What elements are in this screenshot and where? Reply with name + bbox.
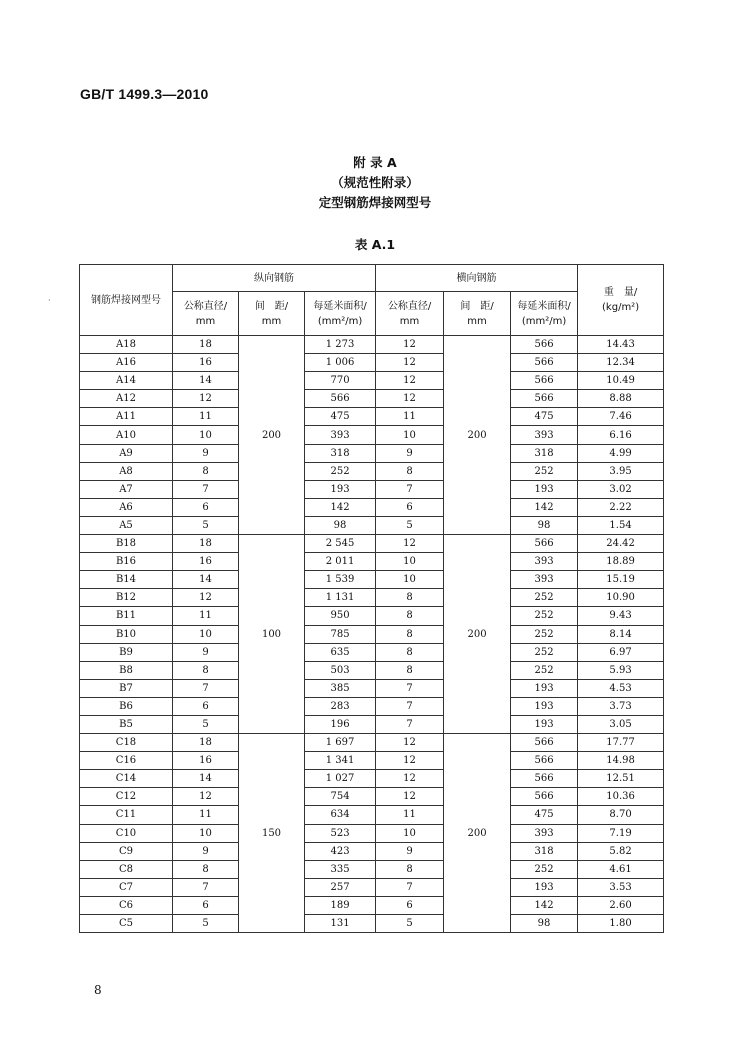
cell-long-area: 283	[305, 697, 376, 715]
cell-model: C10	[80, 824, 173, 842]
table-row	[80, 426, 664, 444]
cell-trans-diameter: 11	[376, 408, 444, 426]
table-row	[80, 553, 664, 571]
cell-weight: 4.99	[578, 444, 664, 462]
table-row	[80, 860, 664, 878]
header-long-diameter-label: 公称直径/	[183, 300, 228, 312]
cell-long-area: 252	[305, 462, 376, 480]
cell-trans-diameter: 5	[376, 915, 444, 933]
cell-weight: 12.34	[578, 354, 664, 372]
page-number: 8	[94, 983, 102, 997]
cell-model: A6	[80, 498, 173, 516]
cell-long-area: 634	[305, 806, 376, 824]
cell-long-diameter: 5	[173, 516, 239, 534]
cell-long-diameter: 10	[173, 426, 239, 444]
header-weight	[578, 265, 664, 336]
header-weight-label: 重 量/	[603, 287, 638, 298]
cell-model: B6	[80, 697, 173, 715]
cell-model: C9	[80, 842, 173, 860]
cell-long-area: 257	[305, 878, 376, 896]
cell-model: A7	[80, 480, 173, 498]
table-row	[80, 824, 664, 842]
cell-long-area: 635	[305, 643, 376, 661]
cell-trans-diameter: 8	[376, 625, 444, 643]
table-row	[80, 607, 664, 625]
cell-weight: 6.97	[578, 643, 664, 661]
cell-model: C6	[80, 896, 173, 914]
cell-trans-spacing: 200	[444, 336, 511, 535]
cell-trans-diameter: 5	[376, 516, 444, 534]
cell-long-area: 503	[305, 661, 376, 679]
header-long-spacing-label: 间 距/	[254, 300, 289, 312]
table-row	[80, 878, 664, 896]
cell-trans-area: 193	[511, 697, 578, 715]
cell-trans-area: 142	[511, 498, 578, 516]
cell-weight: 1.80	[578, 915, 664, 933]
cell-long-diameter: 7	[173, 679, 239, 697]
cell-trans-diameter: 12	[376, 734, 444, 752]
cell-model: A9	[80, 444, 173, 462]
cell-long-diameter: 8	[173, 661, 239, 679]
cell-trans-diameter: 9	[376, 842, 444, 860]
header-long-spacing-unit: mm	[261, 315, 282, 327]
cell-weight: 5.93	[578, 661, 664, 679]
cell-trans-area: 193	[511, 878, 578, 896]
cell-long-diameter: 11	[173, 806, 239, 824]
cell-trans-area: 393	[511, 426, 578, 444]
cell-long-diameter: 14	[173, 372, 239, 390]
cell-weight: 10.49	[578, 372, 664, 390]
cell-long-diameter: 11	[173, 408, 239, 426]
cell-trans-area: 252	[511, 860, 578, 878]
cell-long-area: 1 027	[305, 770, 376, 788]
cell-model: C5	[80, 915, 173, 933]
cell-trans-diameter: 7	[376, 697, 444, 715]
cell-long-area: 1 131	[305, 589, 376, 607]
cell-long-area: 1 539	[305, 571, 376, 589]
cell-weight: 5.82	[578, 842, 664, 860]
cell-model: B12	[80, 589, 173, 607]
table-row	[80, 408, 664, 426]
cell-model: C11	[80, 806, 173, 824]
header-trans-spacing-label: 间 距/	[460, 300, 494, 312]
table-row	[80, 661, 664, 679]
cell-model: B16	[80, 553, 173, 571]
cell-long-spacing: 200	[239, 336, 305, 535]
cell-trans-diameter: 10	[376, 426, 444, 444]
cell-long-area: 189	[305, 896, 376, 914]
cell-trans-diameter: 8	[376, 661, 444, 679]
cell-trans-diameter: 8	[376, 589, 444, 607]
cell-long-diameter: 12	[173, 589, 239, 607]
cell-trans-diameter: 12	[376, 372, 444, 390]
table-row	[80, 336, 664, 354]
cell-weight: 3.02	[578, 480, 664, 498]
cell-weight: 4.61	[578, 860, 664, 878]
header-long-diameter	[173, 292, 239, 336]
cell-trans-diameter: 12	[376, 770, 444, 788]
cell-weight: 14.98	[578, 752, 664, 770]
table-row	[80, 770, 664, 788]
cell-model: B8	[80, 661, 173, 679]
cell-long-area: 142	[305, 498, 376, 516]
header-weight-unit: (kg/m²)	[602, 302, 640, 313]
cell-trans-diameter: 7	[376, 878, 444, 896]
cell-model: A12	[80, 390, 173, 408]
cell-weight: 10.36	[578, 788, 664, 806]
cell-long-area: 1 697	[305, 734, 376, 752]
cell-weight: 17.77	[578, 734, 664, 752]
header-trans-area-unit: (mm²/m)	[521, 315, 567, 327]
cell-trans-diameter: 8	[376, 860, 444, 878]
cell-trans-area: 566	[511, 354, 578, 372]
cell-trans-diameter: 10	[376, 824, 444, 842]
header-transverse: 横向钢筋	[376, 265, 578, 292]
cell-long-diameter: 9	[173, 643, 239, 661]
cell-long-diameter: 8	[173, 462, 239, 480]
cell-long-area: 770	[305, 372, 376, 390]
table-row	[80, 571, 664, 589]
scan-speck: ·	[48, 296, 51, 305]
cell-weight: 3.05	[578, 715, 664, 733]
header-trans-spacing	[444, 292, 511, 336]
cell-long-area: 2 011	[305, 553, 376, 571]
cell-trans-area: 142	[511, 896, 578, 914]
cell-long-area: 785	[305, 625, 376, 643]
cell-long-area: 2 545	[305, 535, 376, 553]
table-row	[80, 752, 664, 770]
cell-long-diameter: 12	[173, 390, 239, 408]
cell-trans-diameter: 12	[376, 535, 444, 553]
cell-long-diameter: 11	[173, 607, 239, 625]
cell-weight: 1.54	[578, 516, 664, 534]
header-trans-diameter-label: 公称直径/	[387, 300, 432, 312]
cell-weight: 10.90	[578, 589, 664, 607]
header-long-area-unit: (mm²/m)	[317, 315, 363, 327]
cell-weight: 12.51	[578, 770, 664, 788]
cell-long-spacing: 100	[239, 535, 305, 734]
cell-model: B18	[80, 535, 173, 553]
cell-long-area: 523	[305, 824, 376, 842]
cell-long-diameter: 14	[173, 571, 239, 589]
cell-model: B10	[80, 625, 173, 643]
cell-trans-area: 193	[511, 715, 578, 733]
table-row	[80, 354, 664, 372]
table-row	[80, 372, 664, 390]
cell-model: C7	[80, 878, 173, 896]
cell-weight: 15.19	[578, 571, 664, 589]
cell-trans-spacing: 200	[444, 535, 511, 734]
appendix-subtitle: 定型钢筋焊接网型号	[318, 195, 432, 210]
appendix-title: 附 录 A	[353, 155, 397, 170]
cell-model: C18	[80, 734, 173, 752]
table-row	[80, 788, 664, 806]
table-row	[80, 535, 664, 553]
cell-long-diameter: 7	[173, 878, 239, 896]
cell-trans-area: 566	[511, 734, 578, 752]
table-row	[80, 697, 664, 715]
cell-long-diameter: 14	[173, 770, 239, 788]
cell-trans-area: 393	[511, 571, 578, 589]
cell-long-diameter: 9	[173, 444, 239, 462]
cell-long-diameter: 16	[173, 354, 239, 372]
cell-trans-area: 566	[511, 372, 578, 390]
table-row	[80, 462, 664, 480]
table-row	[80, 643, 664, 661]
cell-long-diameter: 7	[173, 480, 239, 498]
cell-long-diameter: 8	[173, 860, 239, 878]
cell-long-diameter: 5	[173, 715, 239, 733]
cell-trans-area: 393	[511, 824, 578, 842]
header-trans-spacing-unit: mm	[467, 315, 487, 327]
cell-trans-spacing: 200	[444, 734, 511, 933]
cell-trans-area: 566	[511, 336, 578, 354]
table-row	[80, 444, 664, 462]
cell-trans-area: 252	[511, 462, 578, 480]
cell-trans-diameter: 6	[376, 896, 444, 914]
cell-trans-diameter: 10	[376, 571, 444, 589]
cell-long-diameter: 9	[173, 842, 239, 860]
header-longitudinal: 纵向钢筋	[173, 265, 376, 292]
cell-long-diameter: 16	[173, 752, 239, 770]
cell-trans-area: 566	[511, 788, 578, 806]
cell-trans-diameter: 8	[376, 643, 444, 661]
cell-long-area: 566	[305, 390, 376, 408]
cell-model: A5	[80, 516, 173, 534]
cell-trans-area: 252	[511, 607, 578, 625]
table-row	[80, 806, 664, 824]
mesh-model-table	[79, 264, 664, 933]
cell-long-diameter: 10	[173, 824, 239, 842]
table-title: 表 A.1	[354, 237, 396, 252]
cell-model: B14	[80, 571, 173, 589]
cell-trans-area: 393	[511, 553, 578, 571]
cell-weight: 9.43	[578, 607, 664, 625]
cell-long-diameter: 6	[173, 697, 239, 715]
cell-long-area: 196	[305, 715, 376, 733]
cell-weight: 3.53	[578, 878, 664, 896]
cell-model: C8	[80, 860, 173, 878]
table-row	[80, 480, 664, 498]
cell-trans-area: 252	[511, 625, 578, 643]
appendix-type: （规范性附录）	[331, 175, 419, 190]
cell-long-area: 423	[305, 842, 376, 860]
cell-long-area: 193	[305, 480, 376, 498]
cell-trans-diameter: 6	[376, 498, 444, 516]
cell-weight: 2.60	[578, 896, 664, 914]
cell-model: C12	[80, 788, 173, 806]
standard-number: GB/T 1499.3—2010	[80, 86, 209, 102]
cell-trans-area: 475	[511, 806, 578, 824]
table-row	[80, 896, 664, 914]
cell-weight: 18.89	[578, 553, 664, 571]
cell-model: A8	[80, 462, 173, 480]
cell-trans-area: 252	[511, 589, 578, 607]
cell-long-diameter: 6	[173, 896, 239, 914]
cell-model: A14	[80, 372, 173, 390]
cell-long-diameter: 18	[173, 734, 239, 752]
cell-trans-diameter: 12	[376, 390, 444, 408]
cell-model: A16	[80, 354, 173, 372]
cell-long-diameter: 6	[173, 498, 239, 516]
cell-trans-diameter: 8	[376, 607, 444, 625]
cell-trans-area: 98	[511, 915, 578, 933]
cell-trans-diameter: 11	[376, 806, 444, 824]
cell-weight: 14.43	[578, 336, 664, 354]
cell-long-area: 1 006	[305, 354, 376, 372]
cell-long-diameter: 18	[173, 535, 239, 553]
cell-trans-diameter: 7	[376, 480, 444, 498]
cell-trans-diameter: 7	[376, 715, 444, 733]
cell-trans-area: 566	[511, 535, 578, 553]
cell-long-area: 385	[305, 679, 376, 697]
cell-long-area: 318	[305, 444, 376, 462]
header-long-area-label: 每延米面积/	[313, 300, 367, 312]
cell-long-area: 393	[305, 426, 376, 444]
header-trans-area-label: 每延米面积/	[517, 300, 571, 312]
cell-trans-area: 252	[511, 643, 578, 661]
table-row	[80, 589, 664, 607]
cell-model: B11	[80, 607, 173, 625]
cell-model: A11	[80, 408, 173, 426]
table-row	[80, 516, 664, 534]
cell-trans-area: 193	[511, 480, 578, 498]
cell-long-area: 1 341	[305, 752, 376, 770]
cell-model: B9	[80, 643, 173, 661]
cell-long-diameter: 12	[173, 788, 239, 806]
cell-trans-diameter: 9	[376, 444, 444, 462]
table-row	[80, 734, 664, 752]
cell-trans-diameter: 12	[376, 752, 444, 770]
table-row	[80, 915, 664, 933]
table-row	[80, 715, 664, 733]
cell-long-diameter: 5	[173, 915, 239, 933]
cell-long-area: 950	[305, 607, 376, 625]
cell-model: B5	[80, 715, 173, 733]
cell-long-spacing: 150	[239, 734, 305, 933]
cell-trans-diameter: 12	[376, 788, 444, 806]
cell-weight: 8.70	[578, 806, 664, 824]
cell-model: C14	[80, 770, 173, 788]
cell-trans-area: 193	[511, 679, 578, 697]
header-model: 钢筋焊接网型号	[80, 265, 173, 336]
cell-model: A10	[80, 426, 173, 444]
cell-trans-diameter: 8	[376, 462, 444, 480]
header-trans-diameter	[376, 292, 444, 336]
cell-weight: 7.19	[578, 824, 664, 842]
cell-trans-area: 318	[511, 444, 578, 462]
cell-trans-diameter: 7	[376, 679, 444, 697]
cell-model: C16	[80, 752, 173, 770]
cell-trans-area: 252	[511, 661, 578, 679]
cell-model: A18	[80, 336, 173, 354]
cell-trans-area: 98	[511, 516, 578, 534]
table-row	[80, 679, 664, 697]
cell-weight: 4.53	[578, 679, 664, 697]
cell-long-area: 1 273	[305, 336, 376, 354]
cell-weight: 7.46	[578, 408, 664, 426]
cell-long-diameter: 18	[173, 336, 239, 354]
cell-long-area: 335	[305, 860, 376, 878]
cell-model: B7	[80, 679, 173, 697]
cell-weight: 2.22	[578, 498, 664, 516]
cell-trans-area: 566	[511, 752, 578, 770]
table-body	[80, 336, 664, 933]
cell-weight: 6.16	[578, 426, 664, 444]
cell-weight: 24.42	[578, 535, 664, 553]
header-long-diameter-unit: mm	[195, 315, 216, 327]
table-row	[80, 625, 664, 643]
cell-long-diameter: 16	[173, 553, 239, 571]
cell-long-area: 131	[305, 915, 376, 933]
table-row	[80, 842, 664, 860]
header-long-area	[305, 292, 376, 336]
cell-weight: 3.73	[578, 697, 664, 715]
cell-weight: 8.14	[578, 625, 664, 643]
cell-long-diameter: 10	[173, 625, 239, 643]
cell-trans-diameter: 12	[376, 336, 444, 354]
header-trans-area	[511, 292, 578, 336]
header-trans-diameter-unit: mm	[399, 315, 420, 327]
cell-trans-area: 475	[511, 408, 578, 426]
header-long-spacing	[239, 292, 305, 336]
cell-trans-area: 566	[511, 770, 578, 788]
cell-trans-area: 318	[511, 842, 578, 860]
cell-weight: 3.95	[578, 462, 664, 480]
cell-trans-diameter: 12	[376, 354, 444, 372]
cell-trans-diameter: 10	[376, 553, 444, 571]
cell-long-area: 475	[305, 408, 376, 426]
table-row	[80, 498, 664, 516]
table-row	[80, 390, 664, 408]
cell-trans-area: 566	[511, 390, 578, 408]
cell-long-area: 98	[305, 516, 376, 534]
cell-weight: 8.88	[578, 390, 664, 408]
cell-long-area: 754	[305, 788, 376, 806]
